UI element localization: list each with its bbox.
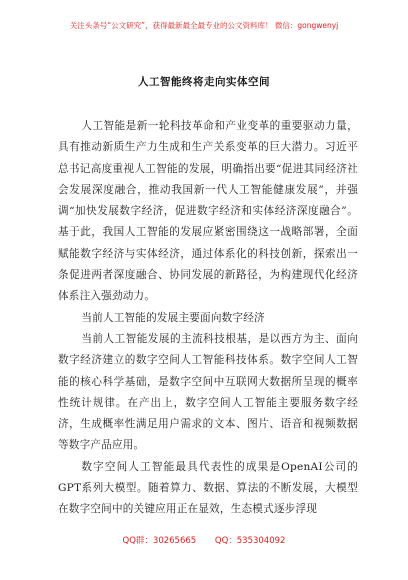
- paragraph-gpt-models: 数字空间人工智能最具代表性的成果是OpenAI公司的GPT系列大模型。随着算力、数据、算法的不断发展，大模型在数字空间中的关键应用正在显效，生态模式逐步浮现: [58, 460, 358, 516]
- footer-qq-number: QQ：535304092: [214, 536, 286, 546]
- document-title: 人工智能终将走向实体空间: [138, 76, 270, 88]
- header-promo-note: 关注头条号“公文研究”，获得最新最全最专业的公文资料库！ 微信：gongwenyj: [69, 21, 339, 30]
- document-body: [58, 116, 358, 521]
- footer-contact: [0, 534, 408, 546]
- section-subheading: 当前人工智能的发展主要面向数字经济: [81, 311, 265, 324]
- footer-qq-group: QQ群：30265665: [122, 536, 197, 546]
- paragraph-intro: 人工智能是新一轮科技革命和产业变革的重要驱动力量，具有推动新质生产力生成和生产关系变革的巨大潜力。习近平总书记高度重视人工智能的发展，明确指出要“促进其同经济社会发展深度融合，推动我国新一代人工智能健康发展”，并强调“加快发展数字经济，促进数字经济和实体经济深度融合”。基于此，我国人工智能的发展应紧密围绕这一战略部署，全面赋能数字经济与实体经济，通过体系化的科技创新，探索出一条促进两者深度融合、协同发展的新路径，为构建现代化经济体系注入强劲动力。: [58, 120, 358, 303]
- paragraph-digital-ai-foundation: 当前人工智能发展的主流科技根基，是以西方为主、面向数字经济建立的数字空间人工智能科技体系。数字空间人工智能的核心科学基础，是数字空间中互联网大数据所呈现的概率性统计规律。在产出上，数字空间人工智能主要服务数字经济，生成概率性满足用户需求的文本、图片、语音和视频数据等数字产品应用。: [58, 332, 358, 452]
